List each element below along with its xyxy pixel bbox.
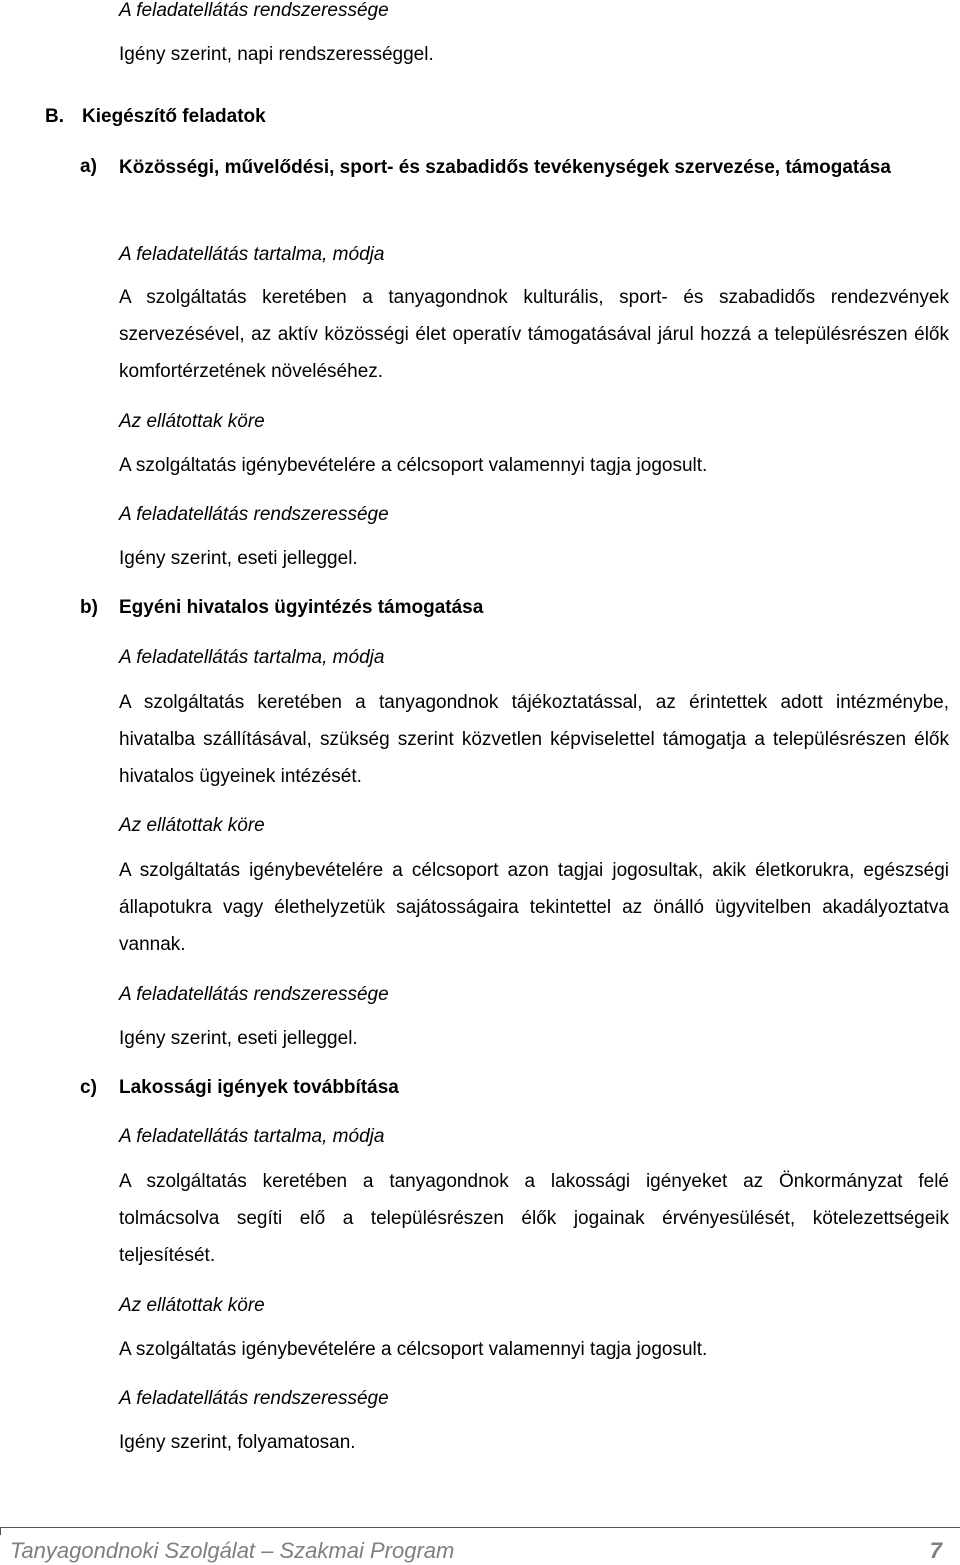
item-a-rendszeresseg-label: A feladatellátás rendszeressége bbox=[119, 504, 389, 525]
item-c-title: Lakossági igények továbbítása bbox=[119, 1077, 399, 1098]
item-a-kore-label: Az ellátottak köre bbox=[119, 411, 265, 432]
item-b-title: Egyéni hivatalos ügyintézés támogatása bbox=[119, 597, 484, 618]
item-a-kore-text: A szolgáltatás igénybevételére a célcsoport valamennyi tagja jogosult. bbox=[119, 455, 708, 476]
item-a-title: Közösségi, művelődési, sport- és szabadidős tevékenységek szervezése, támogatása bbox=[119, 157, 891, 178]
section-b-title: Kiegészítő feladatok bbox=[82, 106, 266, 127]
item-b-rendszeresseg-value: Igény szerint, eseti jelleggel. bbox=[119, 1028, 358, 1049]
item-c-rendszeresseg-label: A feladatellátás rendszeressége bbox=[119, 1388, 389, 1409]
item-c-kore-label: Az ellátottak köre bbox=[119, 1295, 265, 1316]
item-c-tartalma-label: A feladatellátás tartalma, módja bbox=[119, 1126, 385, 1147]
top-rendszeresseg-label: A feladatellátás rendszeressége bbox=[119, 0, 389, 21]
item-c-rendszeresseg-value: Igény szerint, folyamatosan. bbox=[119, 1432, 356, 1453]
item-a-tartalma-text: A szolgáltatás keretében a tanyagondnok kulturális, sport- és szabadidős rendezvények szervezésével, az aktív közösségi élet operatív támogatásával járul hozzá a településrészen élők komfortérzetének növeléséhez. bbox=[119, 287, 949, 382]
item-a-tartalma-label: A feladatellátás tartalma, módja bbox=[119, 244, 385, 265]
item-a-letter: a) bbox=[80, 156, 97, 177]
section-b-number: B. bbox=[45, 106, 64, 127]
top-rendszeresseg-value: Igény szerint, napi rendszerességgel. bbox=[119, 44, 434, 65]
item-c-letter: c) bbox=[80, 1077, 97, 1098]
item-c-kore-text: A szolgáltatás igénybevételére a célcsoport valamennyi tagja jogosult. bbox=[119, 1339, 708, 1360]
item-b-rendszeresseg-label: A feladatellátás rendszeressége bbox=[119, 984, 389, 1005]
item-c-tartalma-text: A szolgáltatás keretében a tanyagondnok a lakossági igényeket az Önkormányzat felé tolmácsolva segíti elő a településrészen élők jogainak érvényesülését, kötelezettségeik teljesítését. bbox=[119, 1171, 949, 1266]
footer-divider bbox=[0, 1527, 960, 1528]
item-b-kore-text: A szolgáltatás igénybevételére a célcsoport azon tagjai jogosultak, akik életkorukra, egészségi állapotukra vagy élethelyzetük sajátosságaira tekintettel az önálló ügyvitelben akadályoztatva vannak. bbox=[119, 860, 949, 955]
footer-divider-tick bbox=[0, 1527, 13, 1535]
item-b-letter: b) bbox=[80, 597, 98, 618]
footer-page-number: 7 bbox=[929, 1538, 942, 1563]
item-a-rendszeresseg-value: Igény szerint, eseti jelleggel. bbox=[119, 548, 358, 569]
footer-title: Tanyagondnoki Szolgálat – Szakmai Program bbox=[10, 1538, 455, 1563]
item-b-tartalma-label: A feladatellátás tartalma, módja bbox=[119, 647, 385, 668]
item-b-kore-label: Az ellátottak köre bbox=[119, 815, 265, 836]
item-b-tartalma-text: A szolgáltatás keretében a tanyagondnok tájékoztatással, az érintettek adott intézménybe, hivatalba szállításával, szükség szerint közvetlen képviselettel támogatja a településrészen élők hivatalos ügyeinek intézését. bbox=[119, 692, 949, 787]
